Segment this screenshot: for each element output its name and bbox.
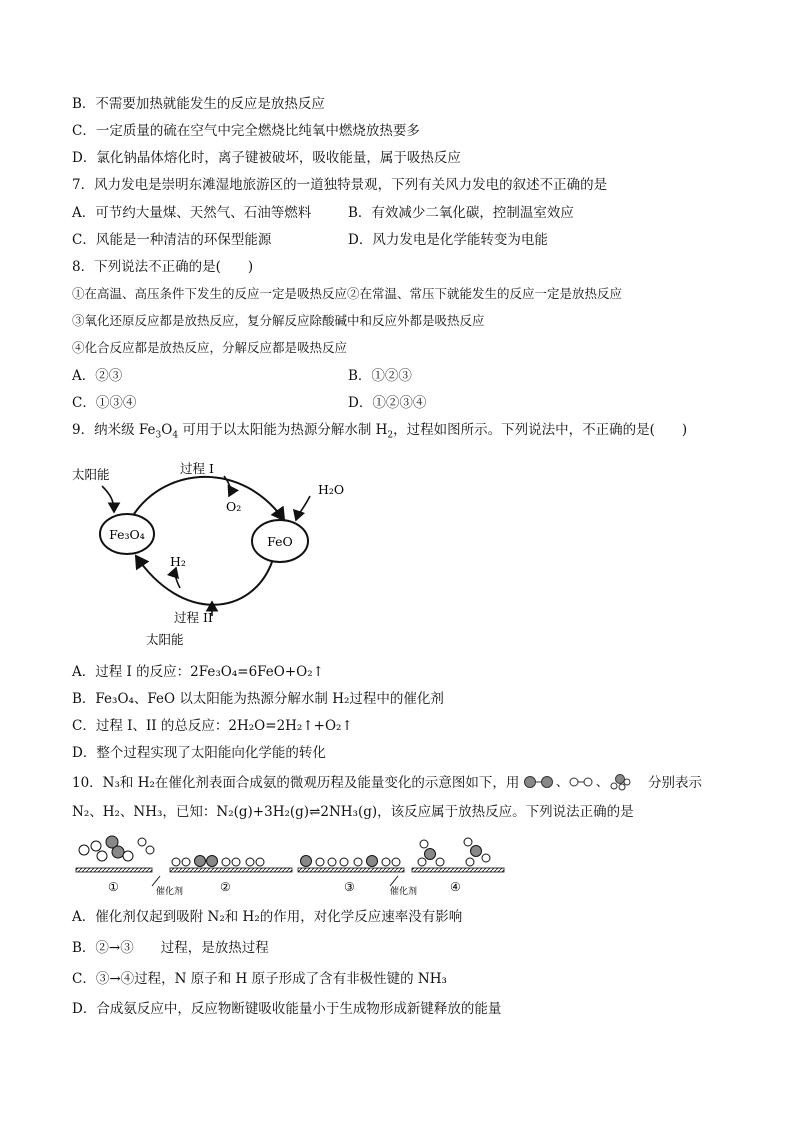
q10-option-d: D．合成氨反应中，反应物断键吸收能量小于生成物形成新键释放的能量 xyxy=(72,1001,502,1017)
catalyst-pointer-1 xyxy=(152,876,160,886)
feo-label: FeO xyxy=(267,534,293,549)
h-atom xyxy=(418,858,426,866)
n-atom xyxy=(112,846,124,858)
legend-sep: 、 xyxy=(595,775,608,789)
legend-nh3-h-atom xyxy=(619,784,625,790)
h-atom xyxy=(328,858,336,866)
h-atom xyxy=(436,858,444,866)
h-atom xyxy=(482,854,490,862)
h-atom xyxy=(466,858,474,866)
q10-option-a: A．催化剂仅起到吸附 N₂和 H₂的作用，对化学反应速率没有影响 xyxy=(72,909,463,925)
n-atom xyxy=(195,856,206,867)
h-atom xyxy=(146,846,154,854)
h-atom xyxy=(222,858,230,866)
legend-sep: 、 xyxy=(555,775,568,789)
h-atom xyxy=(123,851,133,861)
fe-oxide-cycle-diagram xyxy=(72,456,362,655)
sun-energy-top-label: 太阳能 xyxy=(72,467,110,482)
q9-option-c: C．过程 I、II 的总反应：2H₂O=2H₂↑+O₂↑ xyxy=(72,718,353,734)
h2o-input-arrow xyxy=(296,496,310,520)
legend-nh3-h-atom xyxy=(611,783,617,789)
q8-option-d: D．①②③④ xyxy=(348,395,427,411)
legend-h2-atom xyxy=(570,778,578,786)
n-atom xyxy=(301,856,312,867)
ammonia-synthesis-diagram xyxy=(72,834,512,900)
h-atom xyxy=(464,838,472,846)
q7-stem: 7．风力发电是崇明东滩湿地旅游区的一道独特景观，下列有关风力发电的叙述不正确的是 xyxy=(72,177,608,193)
legend-molecules-svg xyxy=(524,773,644,791)
stage-2-label: ② xyxy=(220,880,231,894)
catalyst-surface-4 xyxy=(412,868,504,872)
stage-3-label: ③ xyxy=(344,880,355,894)
sun-energy-bottom-label: 太阳能 xyxy=(146,632,184,647)
n-atom xyxy=(471,846,482,857)
h-atom xyxy=(182,858,190,866)
catalyst-label-2: 催化剂 xyxy=(390,887,418,896)
process-2-label: 过程 II xyxy=(174,610,213,625)
q8-statement-3: ③氧化还原反应都是放热反应，复分解反应除酸碱中和反应外都是吸热反应 xyxy=(72,313,485,328)
stage-1-label: ① xyxy=(108,880,119,894)
h-atom xyxy=(138,838,146,846)
q10-option-c: C．③→④过程，N 原子和 H 原子形成了含有非极性键的 NH₃ xyxy=(72,971,447,987)
catalyst-surface-3 xyxy=(298,868,404,872)
n-atom xyxy=(367,856,378,867)
h2-label: H₂ xyxy=(170,554,186,569)
fe3o4-label: Fe₃O₄ xyxy=(109,527,145,542)
catalyst-surface-1 xyxy=(76,868,152,872)
q8-statement-4: ④化合反应都是放热反应，分解反应都是吸热反应 xyxy=(72,340,348,355)
q8-statement-1-2: ①在高温、高压条件下发生的反应一定是吸热反应②在常温、常压下就能发生的反应一定是放热反应 xyxy=(72,286,623,301)
q7-option-d: D．风力发电是化学能转变为电能 xyxy=(348,232,548,248)
h-atom xyxy=(79,845,89,855)
h2o-label: H₂O xyxy=(318,482,345,497)
q10-option-b: B．②→③ 过程，是放热过程 xyxy=(72,940,269,956)
q9-option-b: B．Fe₃O₄、FeO 以太阳能为热源分解水制 H₂过程中的催化剂 xyxy=(72,691,444,707)
q8-option-b: B．①②③ xyxy=(348,368,412,384)
sun-top-arrow xyxy=(102,486,114,512)
h-atom xyxy=(340,858,348,866)
q9-stem: 9．纳米级 $Fe_3O_4$ 可用于以太阳能为热源分解水制 $H_2$，过程如图所示。下列说法中，不正确的是( ) xyxy=(72,422,688,441)
stage-4-label: ④ xyxy=(450,880,461,894)
q7-option-c: C．风能是一种清洁的环保型能源 xyxy=(72,232,272,248)
process-1-label: 过程 I xyxy=(180,461,214,476)
legend-nh3-n-atom xyxy=(615,775,624,784)
legend-nh3-h-atom xyxy=(624,779,630,785)
h-atom xyxy=(256,858,264,866)
h-atom xyxy=(420,840,428,848)
q8-stem: 8．下列说法不正确的是( ) xyxy=(72,259,254,275)
q7-option-b: B．有效减少二氧化碳，控制温室效应 xyxy=(348,205,574,221)
q10-stem-line2: N₂、H₂、NH₃，已知：N₂(g)+3H₂(g)⇌2NH₃(g)，该反应属于放热反应。下列说法正确的是 xyxy=(72,804,634,820)
h-atom xyxy=(246,858,254,866)
n-atom xyxy=(207,856,218,867)
q9-option-a: A．过程 I 的反应：2Fe₃O₄=6FeO+O₂↑ xyxy=(72,664,324,680)
h-atom xyxy=(382,858,390,866)
q9-option-d: D．整个过程实现了太阳能向化学能的转化 xyxy=(72,745,326,761)
h-atom xyxy=(91,841,101,851)
q6-option-b: B．不需要加热就能发生的反应是放热反应 xyxy=(72,96,325,112)
h-atom xyxy=(232,858,240,866)
fe-oxide-cycle-svg xyxy=(72,456,362,651)
h-atom xyxy=(354,858,362,866)
h-atom xyxy=(392,858,400,866)
ammonia-synthesis-svg xyxy=(72,834,512,896)
catalyst-surface-2 xyxy=(170,868,292,872)
q6-option-c: C．一定质量的硫在空气中完全燃烧比纯氧中燃烧放热要多 xyxy=(72,123,420,139)
h-atom xyxy=(316,858,324,866)
q8-option-c: C．①③④ xyxy=(72,395,137,411)
legend-n2-atom xyxy=(541,777,552,788)
process-2-arrow xyxy=(136,556,272,605)
catalyst-label-1: 催化剂 xyxy=(156,887,184,896)
q10-stem-line1: 10．N₃和 H₂在催化剂表面合成氨的微观历程及能量变化的示意图如下，用 、 、 分别表示 xyxy=(72,775,702,791)
q7-option-a: A．可节约大量煤、天然气、石油等燃料 xyxy=(72,205,312,221)
q6-option-d: D．氯化钠晶体熔化时，离子键被破坏，吸收能量，属于吸热反应 xyxy=(72,150,461,166)
h-atom xyxy=(97,851,107,861)
h-atom xyxy=(172,858,180,866)
legend-h2-atom xyxy=(584,778,592,786)
legend-n2-atom xyxy=(524,777,535,788)
catalyst-pointer-2 xyxy=(390,876,398,886)
o2-label: O₂ xyxy=(226,499,242,514)
n-atom xyxy=(425,849,436,860)
process-1-arrow xyxy=(134,477,284,520)
h2-release-arrow xyxy=(175,568,180,588)
q8-option-a: A．②③ xyxy=(72,368,123,384)
